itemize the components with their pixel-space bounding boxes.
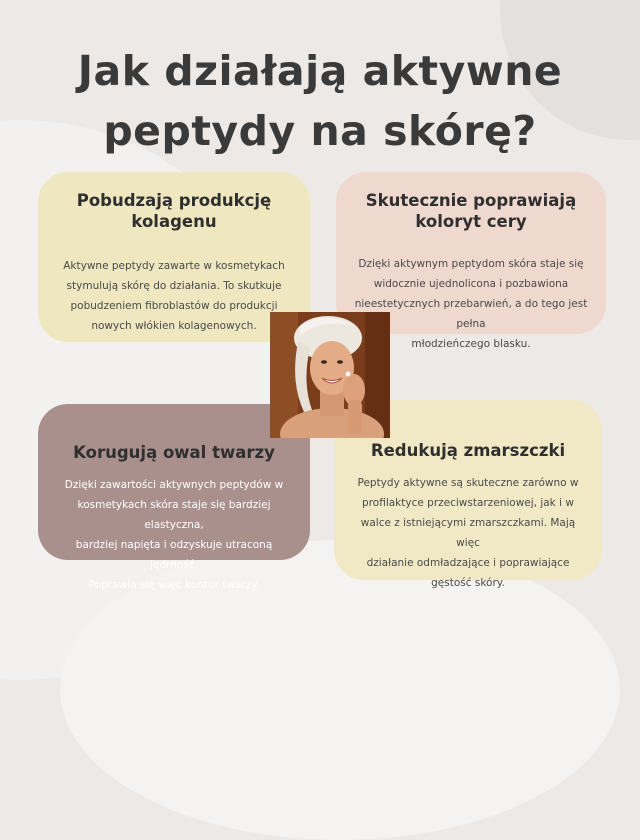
card-text-line: Poprawia się więc kontur twarzy.	[88, 579, 260, 591]
card-complexion	[336, 172, 606, 350]
page-title	[0, 41, 640, 161]
card-text-line: Dzięki zawartości aktywnych peptydów w	[64, 479, 284, 491]
card-text-line: widocznie ujednolicona i pozbawiona	[373, 278, 569, 290]
card-heading-line-2: koloryt cery	[415, 212, 527, 231]
card-heading-line-1: Redukują zmarszczki	[370, 441, 566, 460]
card-heading	[56, 190, 292, 232]
card-heading-line-2: kolagenu	[131, 212, 217, 231]
card-heading	[352, 440, 584, 461]
card-text	[352, 473, 584, 593]
card-text-line: bardziej napięta i odzyskuje utraconą jędrność.	[75, 539, 273, 571]
card-text-line: działanie odmładzające i poprawiające	[366, 557, 570, 569]
card-text-line: Dzięki aktywnym peptydom skóra staje się	[358, 258, 584, 270]
card-text-line: gęstość skóry.	[431, 577, 505, 589]
card-text-line: Peptydy aktywne są skuteczne zarówno w	[357, 477, 579, 489]
card-text-line: kosmetykach skóra staje się bardziej elastyczna,	[77, 499, 271, 531]
woman-illustration	[270, 312, 390, 438]
card-heading	[354, 190, 588, 232]
card-text-line: nieestetycznych przebarwień, a do tego jest pełna	[354, 298, 588, 330]
card-text-line: nowych włókien kolagenowych.	[91, 320, 257, 332]
card-text-line: profilaktyce przeciwstarzeniowej, jak i w	[362, 497, 574, 509]
card-text-line: walce z istniejącymi zmarszczkami. Mają więc	[360, 517, 576, 549]
card-text	[56, 256, 292, 336]
card-text-line: pobudzeniem fibroblastów do produkcji	[70, 300, 278, 312]
woman-photo	[270, 312, 390, 438]
card-heading-line-1: Korugują owal twarzy	[73, 443, 275, 462]
card-text	[56, 475, 292, 595]
card-heading	[56, 442, 292, 463]
title-line-2: peptydy na skórę?	[103, 107, 537, 156]
card-heading-line-1: Skutecznie poprawiają	[365, 191, 577, 210]
card-text-line: młodzieńczego blasku.	[411, 338, 531, 350]
card-text-line: stymulują skórę do działania. To skutkuje	[66, 280, 282, 292]
title-line-1: Jak działają aktywne	[77, 47, 563, 96]
card-heading-line-1: Pobudzają produkcję	[76, 191, 272, 210]
card-text-line: Aktywne peptydy zawarte w kosmetykach	[63, 260, 285, 272]
